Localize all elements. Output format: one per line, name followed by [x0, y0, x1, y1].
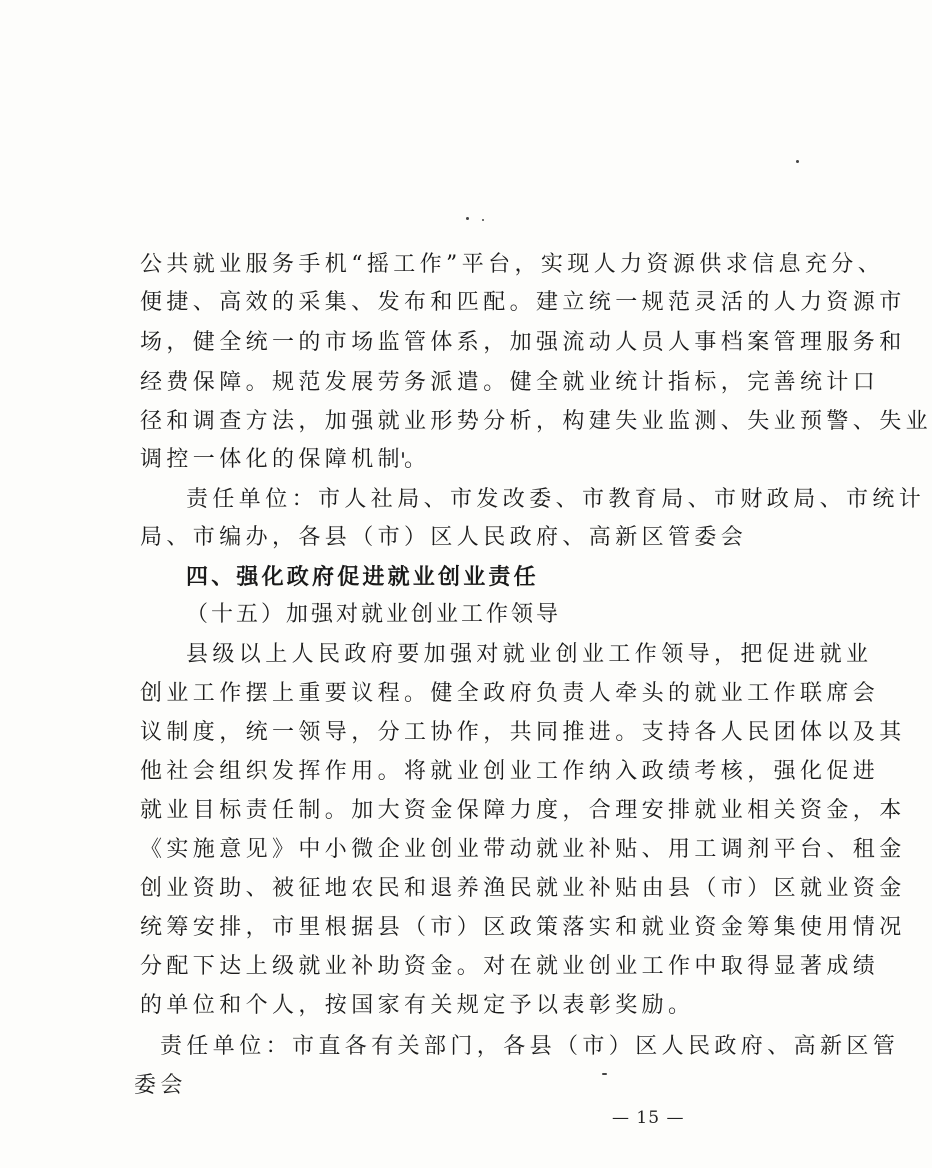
body-paragraph-line: 他社会组织发挥作用。将就业创业工作纳入政绩考核，强化促进 [140, 759, 880, 784]
body-paragraph-line: 县级以上人民政府要加强对就业创业工作领导，把促进就业 [186, 642, 873, 667]
body-paragraph-line: 《实施意见》中小微企业创业带动就业补贴、用工调剂平台、租金 [140, 837, 906, 862]
responsible-units-line: 局、市编办，各县（市）区人民政府、高新区管委会 [140, 525, 748, 550]
body-paragraph-line: 公共就业服务手机“摇工作”平台，实现人力资源供求信息充分、 [140, 252, 885, 277]
body-paragraph-line: 调控一体化的保障机制。 [140, 447, 431, 472]
body-paragraph-line: 径和调查方法，加强就业形势分析，构建失业监测、失业预警、失业 [140, 409, 932, 434]
body-paragraph-line: 经费保障。规范发展劳务派遣。健全就业统计指标，完善统计口 [140, 370, 880, 395]
section-heading: 四、强化政府促进就业创业责任 [186, 564, 539, 590]
page-number: — 15 — [612, 1108, 685, 1128]
body-paragraph-line: 分配下达上级就业补助资金。对在就业创业工作中取得显著成绩 [140, 954, 880, 979]
responsible-units-line: 责任单位：市人社局、市发改委、市教育局、市财政局、市统计 [186, 487, 926, 512]
subsection-heading: （十五）加强对就业创业工作领导 [186, 602, 562, 627]
responsible-units-line: 委会 [134, 1073, 187, 1098]
body-paragraph-line: 场，健全统一的市场监管体系，加强流动人员人事档案管理服务和 [140, 330, 906, 355]
scan-speck [482, 219, 484, 221]
body-paragraph-line: 便捷、高效的采集、发布和匹配。建立统一规范灵活的人力资源市 [140, 290, 906, 315]
body-paragraph-line: 的单位和个人，按国家有关规定予以表彰奖励。 [140, 993, 695, 1018]
scan-speck [466, 217, 469, 220]
responsible-units-line: 责任单位：市直各有关部门，各县（市）区人民政府、高新区管 [160, 1034, 900, 1059]
scan-speck [796, 160, 799, 163]
body-paragraph-line: 创业资助、被征地农民和退养渔民就业补贴由县（市）区就业资金 [140, 876, 906, 901]
body-paragraph-line: 创业工作摆上重要议程。健全政府负责人牵头的就业工作联席会 [140, 681, 880, 706]
body-paragraph-line: 议制度，统一领导，分工协作，共同推进。支持各人民团体以及其 [140, 720, 906, 745]
body-paragraph-line: 就业目标责任制。加大资金保障力度，合理安排就业相关资金，本 [140, 798, 906, 823]
body-paragraph-line: 统筹安排，市里根据县（市）区政策落实和就业资金筹集使用情况 [140, 915, 906, 940]
